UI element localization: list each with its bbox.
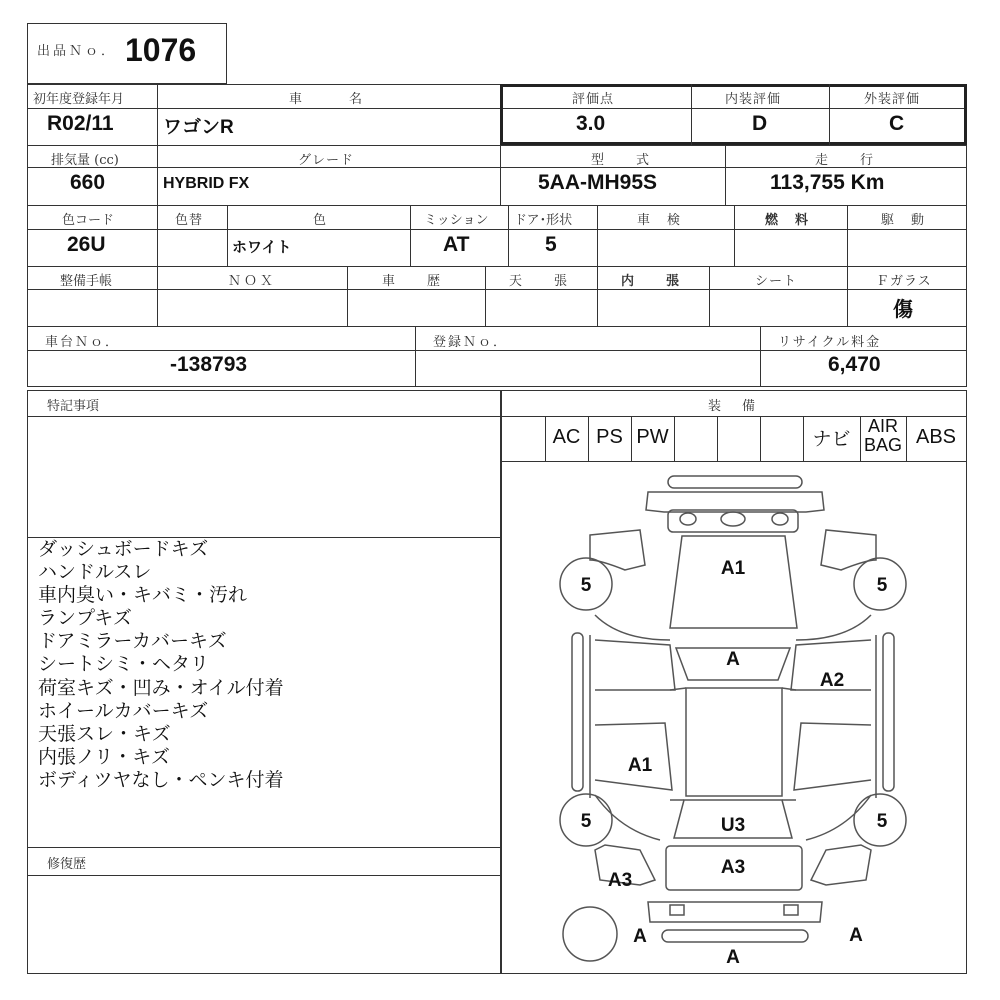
bumper-left-mark: A: [633, 926, 647, 947]
rear-roof-mark: U3: [720, 815, 746, 836]
interior-value: D: [752, 112, 768, 135]
color-label: 色: [313, 213, 328, 228]
remark-item: ドアミラーカバーキズ: [38, 630, 227, 653]
windshield-mark: A1: [720, 558, 746, 579]
equipment-pw: PW: [636, 426, 669, 448]
recycle-label: リサイクル料金: [778, 335, 882, 350]
lot-number: 1076: [125, 32, 197, 68]
model-label: 型 式: [591, 153, 652, 168]
tire-front-right-mark: 5: [876, 575, 888, 596]
equipment-navi: ナビ: [812, 428, 851, 450]
exterior-label: 外装評価: [864, 92, 921, 107]
first-reg-value: R02/11: [47, 112, 114, 135]
remark-item: ボディツヤなし・ペンキ付着: [38, 768, 284, 791]
repaint-label: 色替: [175, 213, 204, 228]
tire-rear-right-mark: 5: [876, 811, 888, 832]
color-value: ホワイト: [232, 239, 292, 256]
repair-history-label: 修復歴: [47, 857, 87, 872]
remark-item: ホイールカバーキズ: [38, 699, 209, 722]
mileage-label: 走 行: [815, 153, 876, 168]
chassis-value: -138793: [170, 353, 248, 376]
roof-label: 天 張: [509, 274, 570, 289]
rear-glass-mark: A3: [720, 857, 746, 878]
remark-item: 車内臭い・キバミ・汚れ: [38, 584, 248, 607]
bumper-right-mark: A: [849, 925, 863, 946]
transmission-label: ミッション: [424, 213, 489, 228]
service-book-label: 整備手帳: [60, 274, 113, 289]
nox-label: ＮＯＸ: [228, 274, 277, 289]
remark-item: ダッシュボードキズ: [38, 538, 209, 560]
reg-no-label: 登録Ｎｏ．: [433, 335, 509, 350]
recycle-value: 6,470: [828, 353, 881, 376]
remark-item: シートシミ・ヘタリ: [38, 653, 210, 676]
equipment-ps: PS: [596, 426, 623, 448]
score-value: 3.0: [576, 112, 606, 135]
equipment-abs: ABS: [915, 426, 957, 448]
doors-value: 5: [545, 233, 557, 256]
car-name-label: 車 名: [289, 92, 365, 107]
displacement-value: 660: [70, 171, 106, 194]
drive-label: 駆 動: [881, 213, 927, 228]
remark-item: 天張スレ・キズ: [38, 722, 171, 745]
interior-label: 内装評価: [725, 92, 782, 107]
transmission-value: AT: [443, 233, 470, 256]
equipment-airbag: AIR BAG: [863, 416, 902, 455]
chassis-label: 車台Ｎｏ．: [45, 335, 121, 350]
front-glass-label: Ｆガラス: [876, 274, 932, 289]
mileage-value: 113,755 Km: [770, 171, 885, 194]
first-reg-label: 初年度登録年月: [33, 92, 125, 107]
model-value: 5AA-MH95S: [538, 171, 658, 194]
notes-label: 特記事項: [47, 399, 100, 414]
rear-left-mark: A3: [607, 870, 633, 891]
grade-value: HYBRID FX: [163, 175, 250, 192]
color-code-label: 色コード: [62, 213, 115, 228]
left-side-mark: A1: [627, 755, 653, 776]
history-label: 車 歴: [382, 274, 443, 289]
doors-label: ドア･形状: [514, 213, 573, 228]
remark-item: ハンドルスレ: [38, 561, 152, 584]
remark-item: 内張ノリ・キズ: [38, 745, 170, 768]
equipment-label: 装 備: [708, 399, 760, 414]
right-front-mark: A2: [819, 670, 845, 691]
remark-item: 荷室キズ・凹み・オイル付着: [38, 676, 284, 699]
grade-label: グレード: [298, 153, 355, 168]
lot-label: 出品Ｎｏ．: [37, 44, 118, 59]
bumper-bottom-mark: A: [726, 947, 740, 968]
displacement-label: 排気量 (cc): [51, 153, 119, 168]
front-glass-value: 傷: [893, 297, 913, 321]
fuel-label: 燃 料: [765, 213, 811, 228]
score-label: 評価点: [572, 92, 615, 107]
tire-front-left-mark: 5: [580, 575, 592, 596]
hood-mark: A: [726, 649, 740, 670]
remark-item: ランプキズ: [38, 607, 132, 630]
car-name-value: ワゴンR: [163, 117, 234, 138]
tire-rear-left-mark: 5: [580, 811, 592, 832]
inspection-label: 車 検: [637, 213, 683, 228]
trim-label: 内 張: [621, 274, 682, 289]
color-code-value: 26U: [67, 233, 106, 256]
seat-label: シート: [755, 274, 798, 289]
exterior-value: C: [889, 112, 905, 135]
equipment-ac: AC: [552, 426, 581, 448]
